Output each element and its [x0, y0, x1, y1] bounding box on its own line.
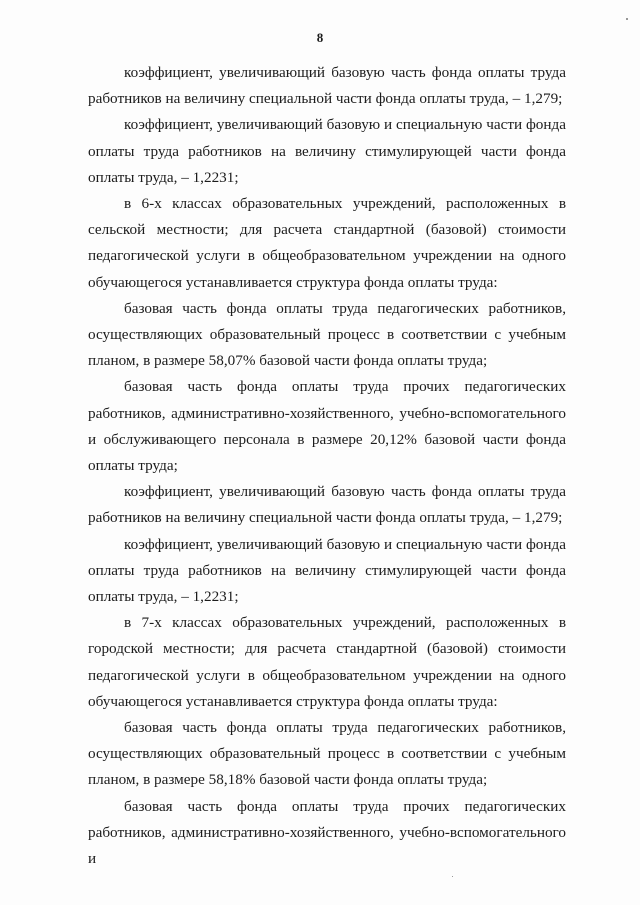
paragraph-grade7-urban: в 7-х классах образовательных учреждений, расположенных в городской местности; для расчета стандартной (базовой) стоимости педагогической услуги в общеобразовательном учреждении на одного обучающегося устанавливается структура фонда оплаты труда: — [88, 614, 566, 710]
paragraph-coefficient-special-1: коэффициент, увеличивающий базовую часть фонда оплаты труда работников на величину специальной части фонда оплаты труда, – 1,279; — [88, 64, 566, 108]
paragraph-coefficient-stimulating-1: коэффициент, увеличивающий базовую и специальную части фонда оплаты труда работников на величину стимулирующей части фонда оплаты труда, – 1,2231; — [88, 116, 566, 186]
scan-speck — [452, 876, 453, 877]
page-number: 8 — [316, 30, 324, 45]
document-body — [88, 60, 566, 872]
paragraph-base-teaching-staff-2: базовая часть фонда оплаты труда педагогических работников, осуществляющих образовательный процесс в соответствии с учебным планом, в размере 58,18% базовой части фонда оплаты труда; — [88, 719, 566, 789]
paragraph-base-teaching-staff-1: базовая часть фонда оплаты труда педагогических работников, осуществляющих образовательный процесс в соответствии с учебным планом, в размере 58,07% базовой части фонда оплаты труда; — [88, 299, 566, 370]
paragraph-base-other-staff-2: базовая часть фонда оплаты труда прочих педагогических работников, административно-хозяйственного, учебно-вспомогательного и — [88, 797, 566, 868]
scan-speck — [626, 18, 628, 20]
paragraph-grade6-rural: в 6-х классах образовательных учреждений, расположенных в сельской местности; для расчета стандартной (базовой) стоимости педагогической услуги в общеобразовательном учреждении на одного обучающегося устанавливается структура фонда оплаты труда: — [88, 195, 566, 291]
paragraph-coefficient-stimulating-2: коэффициент, увеличивающий базовую и специальную части фонда оплаты труда работников на величину стимулирующей части фонда оплаты труда, – 1,2231; — [88, 535, 566, 606]
paragraph-base-other-staff-1: базовая часть фонда оплаты труда прочих педагогических работников, административно-хозяйственного, учебно-вспомогательного и обслуживающего персонала в размере 20,12% базовой части фонда оплаты труда; — [88, 378, 566, 475]
paragraph-coefficient-special-2: коэффициент, увеличивающий базовую часть фонда оплаты труда работников на величину специальной части фонда оплаты труда, – 1,279; — [88, 483, 566, 527]
